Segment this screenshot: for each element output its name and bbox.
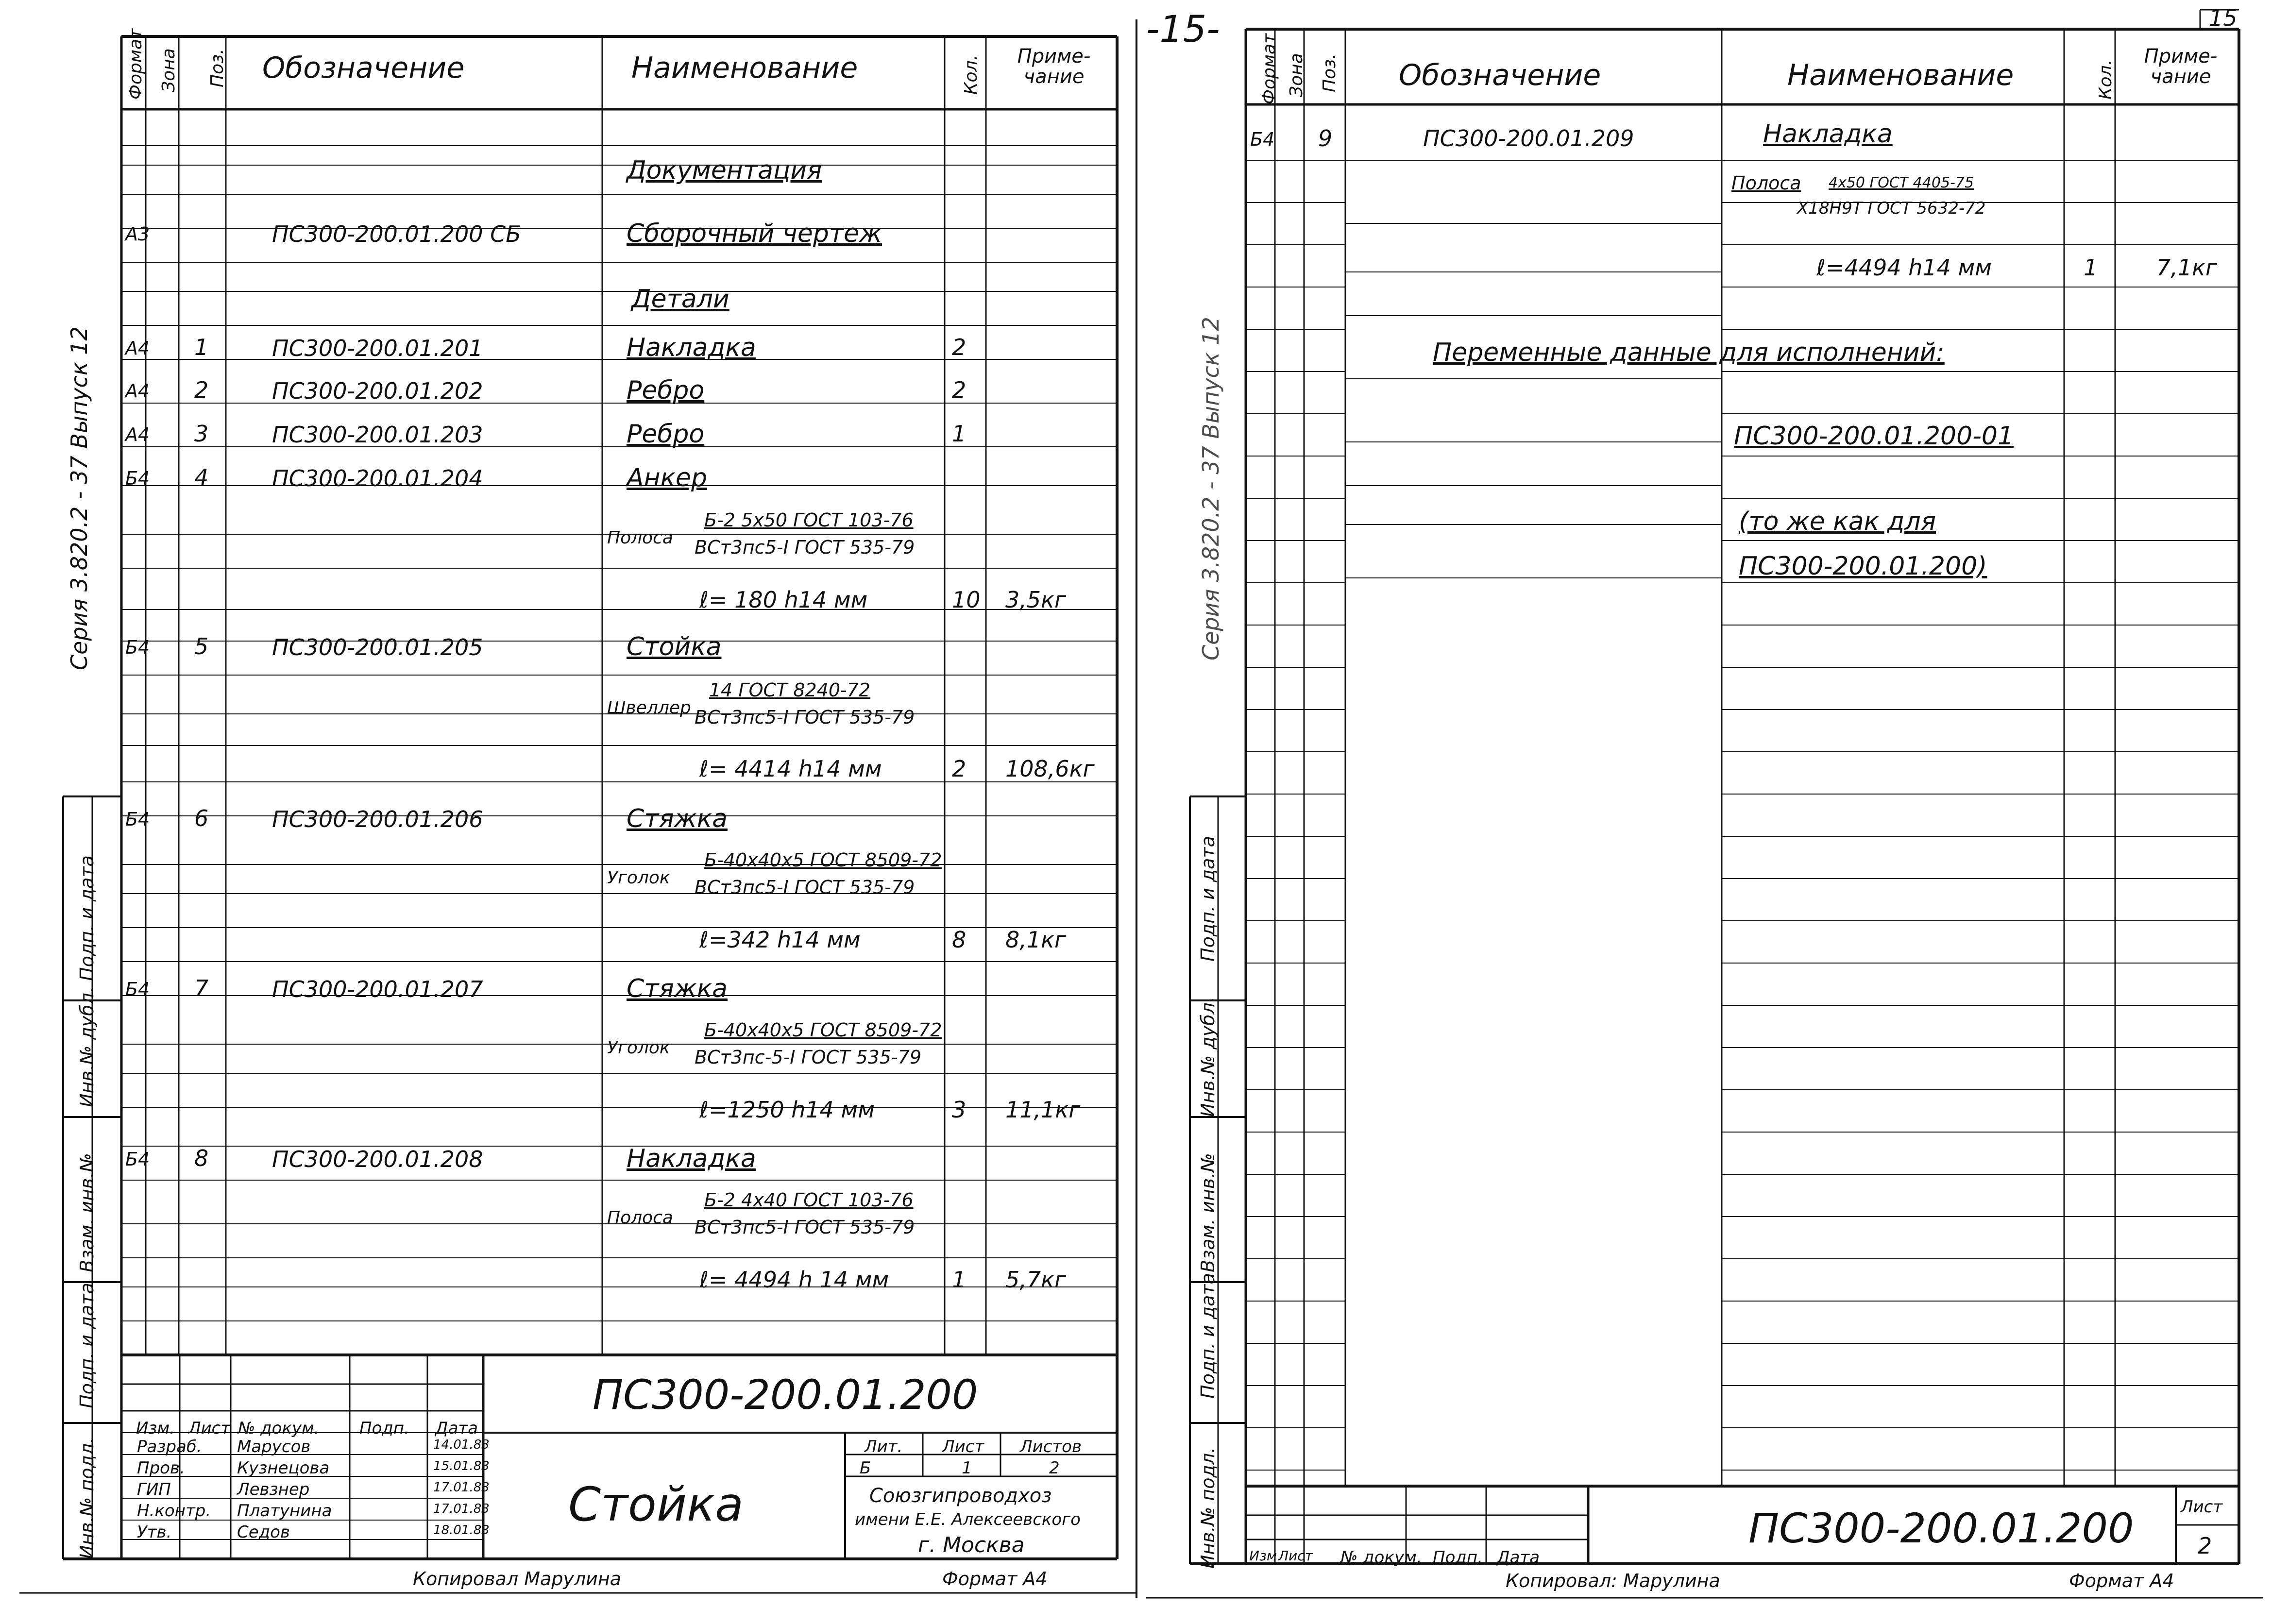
header-qty-2: Кол.	[2096, 59, 2116, 100]
name-cell: Стойка	[627, 632, 722, 661]
margin-original-inv: Инв.№ подл.	[76, 1437, 98, 1559]
tb-sheet-label: Лист	[942, 1437, 984, 1456]
position-cell: 6	[194, 805, 209, 831]
doc-number: ПС300-200.01.200	[593, 1371, 978, 1419]
tb2-sheet-value: 2	[2198, 1533, 2212, 1559]
position-cell: 4	[194, 464, 209, 491]
material-grade-bottom: ВСт3пс5-I ГОСТ 535-79	[695, 707, 915, 728]
header-qty: Кол.	[961, 54, 981, 95]
format-cell: Б4	[125, 1149, 150, 1170]
tb-sheets-label: Листов	[1020, 1437, 1082, 1456]
page-number-right: 15	[2209, 5, 2238, 31]
format-label-1: Формат А4	[942, 1568, 1048, 1590]
qty-cell: 2	[952, 377, 966, 403]
name-cell: Стяжка	[627, 974, 728, 1003]
position-cell: 1	[194, 334, 209, 360]
header-designation: Обозначение	[262, 51, 465, 85]
material-prefix: Полоса	[1731, 172, 1801, 194]
tb2-sheet-label: Лист	[2181, 1497, 2223, 1517]
tb2-col-list: Лист	[1278, 1548, 1313, 1564]
material-prefix: Уголок	[607, 1038, 670, 1058]
tb-name: Марусов	[237, 1437, 311, 1456]
header-pos-2: Поз.	[1320, 53, 1339, 92]
copied-by-2: Копировал: Марулина	[1506, 1570, 1720, 1591]
tb-col-sign: Подп.	[359, 1419, 409, 1438]
tb-lit-value: Б	[860, 1458, 871, 1478]
page-number-top: -15-	[1146, 7, 1220, 51]
tb-role: Н.контр.	[137, 1501, 211, 1521]
name-cell: Накладка	[627, 333, 756, 362]
tb-date: 17.01.83	[433, 1480, 490, 1495]
org-line-2: имени Е.Е. Алексеевского	[855, 1510, 1081, 1529]
designation-cell: ПС300-200.01.209	[1423, 125, 1634, 152]
header-designation-2: Обозначение	[1399, 58, 1601, 92]
note-cell: 3,5кг	[1005, 587, 1067, 613]
material-grade-bottom: ВСт3пс5-I ГОСТ 535-79	[695, 1217, 915, 1238]
header-format: Формат	[126, 28, 146, 100]
material-grade-top: Б-40х40х5 ГОСТ 8509-72	[704, 849, 942, 871]
name-cell: Накладка	[1763, 119, 1893, 149]
format-cell: Б4	[125, 979, 150, 1000]
header-name: Наименование	[631, 51, 858, 85]
qty-cell: 1	[952, 421, 966, 447]
designation-cell: ПС300-200.01.208	[272, 1146, 483, 1172]
note-cell: 7,1кг	[2156, 254, 2218, 281]
tb-name: Седов	[237, 1522, 290, 1542]
variable-data-heading: Переменные данные для исполнений:	[1433, 338, 1945, 367]
qty-cell: 8	[952, 927, 966, 953]
material-grade-bottom: ВСт3пс-5-I ГОСТ 535-79	[695, 1047, 922, 1068]
name-cell: Ребро	[627, 420, 705, 449]
format-cell: А4	[125, 380, 150, 402]
margin-original-inv-s2: Инв.№ подл.	[1197, 1447, 1219, 1569]
tb-name: Кузнецова	[237, 1458, 330, 1478]
org-line-1: Союзгипроводхоз	[869, 1485, 1052, 1507]
header-name-2: Наименование	[1787, 58, 2014, 92]
position-cell: 7	[194, 975, 209, 1001]
format-cell: А3	[125, 223, 150, 245]
note-cell: 8,1кг	[1005, 927, 1067, 953]
material-grade-bottom: Х18Н9Т ГОСТ 5632-72	[1797, 199, 1986, 218]
name-cell: Анкер	[627, 463, 707, 492]
name-cell: Накладка	[627, 1144, 756, 1173]
tb-name: Левзнер	[237, 1480, 310, 1499]
format-label-2: Формат А4	[2069, 1570, 2174, 1591]
format-cell: Б4	[125, 637, 150, 658]
tb2-col-doc: № докум.	[1340, 1548, 1422, 1567]
tb-role: Пров.	[137, 1458, 185, 1478]
qty-cell: 1	[952, 1267, 966, 1293]
material-prefix: Швеллер	[607, 698, 691, 718]
material-grade-top: 14 ГОСТ 8240-72	[709, 679, 871, 701]
header-format-2: Формат	[1259, 33, 1279, 104]
series-side-label: Серия 3.820.2 - 37 Выпуск 12	[66, 326, 92, 670]
format-cell: Б4	[125, 468, 150, 489]
series-side-label-2: Серия 3.820.2 - 37 Выпуск 12	[1198, 317, 1224, 660]
tb-col-doc: № докум.	[238, 1419, 320, 1438]
length-cell: ℓ= 4494 h 14 мм	[699, 1267, 889, 1293]
tb-col-izm: Изм.	[136, 1419, 175, 1438]
material-prefix: Полоса	[607, 1208, 673, 1228]
format-cell: Б4	[125, 809, 150, 830]
org-line-3: г. Москва	[918, 1533, 1025, 1557]
doc-number-2: ПС300-200.01.200	[1748, 1505, 2134, 1552]
name-cell: Сборочный чертеж	[627, 219, 882, 248]
margin-sign-date-2: Подп. и дата	[76, 1283, 98, 1408]
qty-cell: 10	[952, 587, 981, 613]
format-cell: Б4	[1250, 129, 1275, 150]
same-as-line-1: (то же как для	[1739, 507, 1936, 536]
format-cell: А4	[125, 338, 150, 359]
margin-replace-inv-s2: Взам. инв.№	[1197, 1153, 1219, 1272]
position-cell: 8	[194, 1145, 209, 1171]
tb-date: 17.01.83	[433, 1502, 490, 1516]
tb-sheets-value: 2	[1049, 1458, 1060, 1478]
tb-col-date: Дата	[435, 1419, 478, 1438]
note-cell: 5,7кг	[1005, 1267, 1067, 1293]
designation-cell: ПС300-200.01.203	[272, 422, 483, 448]
margin-dup-inv: Инв.№ дубл.	[76, 987, 98, 1107]
margin-replace-inv: Взам. инв.№	[76, 1153, 98, 1272]
tb-date: 18.01.83	[433, 1523, 490, 1538]
tb-lit-label: Лит.	[865, 1437, 903, 1456]
qty-cell: 1	[2084, 254, 2098, 281]
header-note: Приме- чание	[1017, 45, 1091, 88]
name-cell: Стяжка	[627, 804, 728, 833]
tb-date: 14.01.83	[433, 1438, 490, 1452]
designation-cell: ПС300-200.01.204	[272, 465, 483, 491]
tb2-col-date: Дата	[1497, 1548, 1540, 1567]
designation-cell: ПС300-200.01.207	[272, 976, 483, 1002]
length-cell: ℓ= 180 h14 мм	[699, 587, 868, 613]
tb-date: 15.01.83	[433, 1459, 490, 1473]
variant-designation: ПС300-200.01.200-01	[1734, 422, 2014, 451]
same-as-line-2: ПС300-200.01.200)	[1739, 552, 1987, 581]
header-zone: Зона	[159, 48, 179, 92]
margin-sign-date-s2: Подп. и дата	[1197, 836, 1219, 962]
doc-name: Стойка	[568, 1477, 744, 1532]
designation-cell: ПС300-200.01.202	[272, 378, 483, 404]
length-cell: ℓ=342 h14 мм	[699, 927, 861, 953]
designation-cell: ПС300-200.01.201	[272, 335, 483, 361]
qty-cell: 2	[952, 756, 966, 782]
margin-sign-date-2-s2: Подп. и дата	[1197, 1273, 1219, 1399]
section-heading: Документация	[627, 156, 822, 185]
qty-cell: 2	[952, 334, 966, 360]
tb-sheet-value: 1	[962, 1458, 972, 1478]
material-grade-bottom: ВСт3пс5-I ГОСТ 535-79	[695, 537, 915, 558]
material-grade-top: Б-40х40х5 ГОСТ 8509-72	[704, 1019, 942, 1041]
header-pos: Поз.	[207, 49, 227, 87]
position-cell: 3	[194, 421, 209, 447]
tb2-col-izm: Изм.	[1249, 1548, 1281, 1564]
margin-dup-inv-s2: Инв.№ дубл.	[1197, 997, 1219, 1117]
material-prefix: Уголок	[607, 868, 670, 888]
note-cell: 11,1кг	[1005, 1097, 1081, 1123]
position-cell: 9	[1318, 125, 1333, 152]
section-heading: Детали	[631, 285, 729, 314]
material-grade-top: Б-2 5х50 ГОСТ 103-76	[704, 509, 914, 531]
material-grade-top: 4х50 ГОСТ 4405-75	[1829, 174, 1974, 191]
qty-cell: 3	[952, 1097, 966, 1123]
copied-by-1: Копировал Марулина	[413, 1568, 621, 1590]
note-cell: 108,6кг	[1005, 756, 1095, 782]
position-cell: 2	[194, 377, 209, 403]
material-prefix: Полоса	[607, 528, 673, 548]
tb-role: Утв.	[137, 1522, 172, 1542]
length-cell: ℓ=4494 h14 мм	[1816, 254, 1992, 281]
material-grade-bottom: ВСт3пс5-I ГОСТ 535-79	[695, 877, 915, 898]
margin-sign-date: Подп. и дата	[76, 855, 98, 981]
tb2-col-sign: Подп.	[1433, 1548, 1483, 1567]
designation-cell: ПС300-200.01.206	[272, 806, 483, 832]
designation-cell: ПС300-200.01.205	[272, 634, 483, 660]
position-cell: 5	[194, 633, 209, 660]
length-cell: ℓ=1250 h14 мм	[699, 1097, 875, 1123]
header-note-2: Приме- чание	[2144, 45, 2218, 88]
tb-name: Платунина	[237, 1501, 332, 1521]
tb-role: ГИП	[137, 1480, 171, 1499]
name-cell: Ребро	[627, 376, 705, 405]
tb-role: Разраб.	[137, 1437, 202, 1456]
header-zone-2: Зона	[1287, 53, 1306, 97]
format-cell: А4	[125, 424, 150, 445]
length-cell: ℓ= 4414 h14 мм	[699, 756, 882, 782]
designation-cell: ПС300-200.01.200 СБ	[272, 221, 521, 247]
material-grade-top: Б-2 4х40 ГОСТ 103-76	[704, 1189, 914, 1211]
tb-col-list: Лист	[188, 1419, 231, 1438]
